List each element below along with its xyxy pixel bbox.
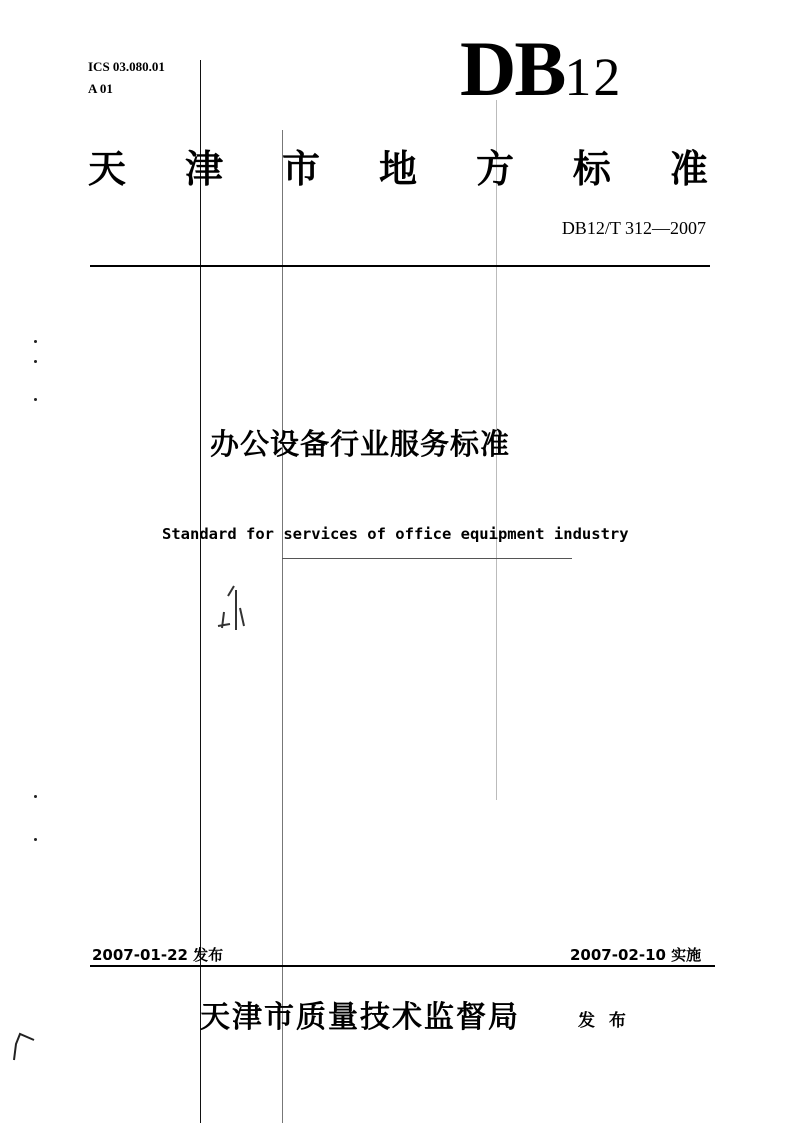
logo-number: 12 [564, 47, 623, 107]
implement-date: 2007-02-10 实施 [570, 946, 702, 964]
standard-type-char: 地 [378, 147, 417, 191]
standard-type-char: 津 [184, 147, 223, 191]
ics-code: ICS 03.080.01 [88, 59, 165, 74]
logo-prefix: DB [460, 25, 565, 112]
margin-dot [34, 838, 37, 841]
standard-type-char: 标 [572, 147, 611, 191]
scan-line-mid [282, 130, 283, 1123]
db-logo [460, 25, 623, 112]
publish-date: 2007-01-22 发布 [92, 946, 224, 964]
standard-type-char: 方 [475, 147, 514, 191]
standard-type-char: 准 [669, 147, 708, 191]
margin-dot [34, 795, 37, 798]
category-code: A 01 [88, 81, 113, 96]
corner-mark [6, 1030, 40, 1090]
classification-block [88, 56, 165, 100]
top-divider [90, 265, 710, 267]
issue-label: 发 布 [578, 1011, 630, 1031]
scan-mark [214, 582, 248, 634]
standard-type-char: 市 [281, 147, 320, 191]
standard-code: DB12/T 312—2007 [561, 218, 706, 238]
document-title-cn: 办公设备行业服务标准 [210, 427, 511, 461]
bottom-divider [90, 965, 715, 967]
title-underline [282, 558, 572, 559]
document-title-en: Standard for services of office equipment industry [162, 525, 629, 543]
margin-dot [34, 360, 37, 363]
margin-dot [34, 398, 37, 401]
issuing-authority: 天津市质量技术监督局 [200, 1000, 520, 1035]
standard-type-title [88, 147, 708, 191]
margin-dot [34, 340, 37, 343]
standard-type-char: 天 [88, 147, 127, 191]
